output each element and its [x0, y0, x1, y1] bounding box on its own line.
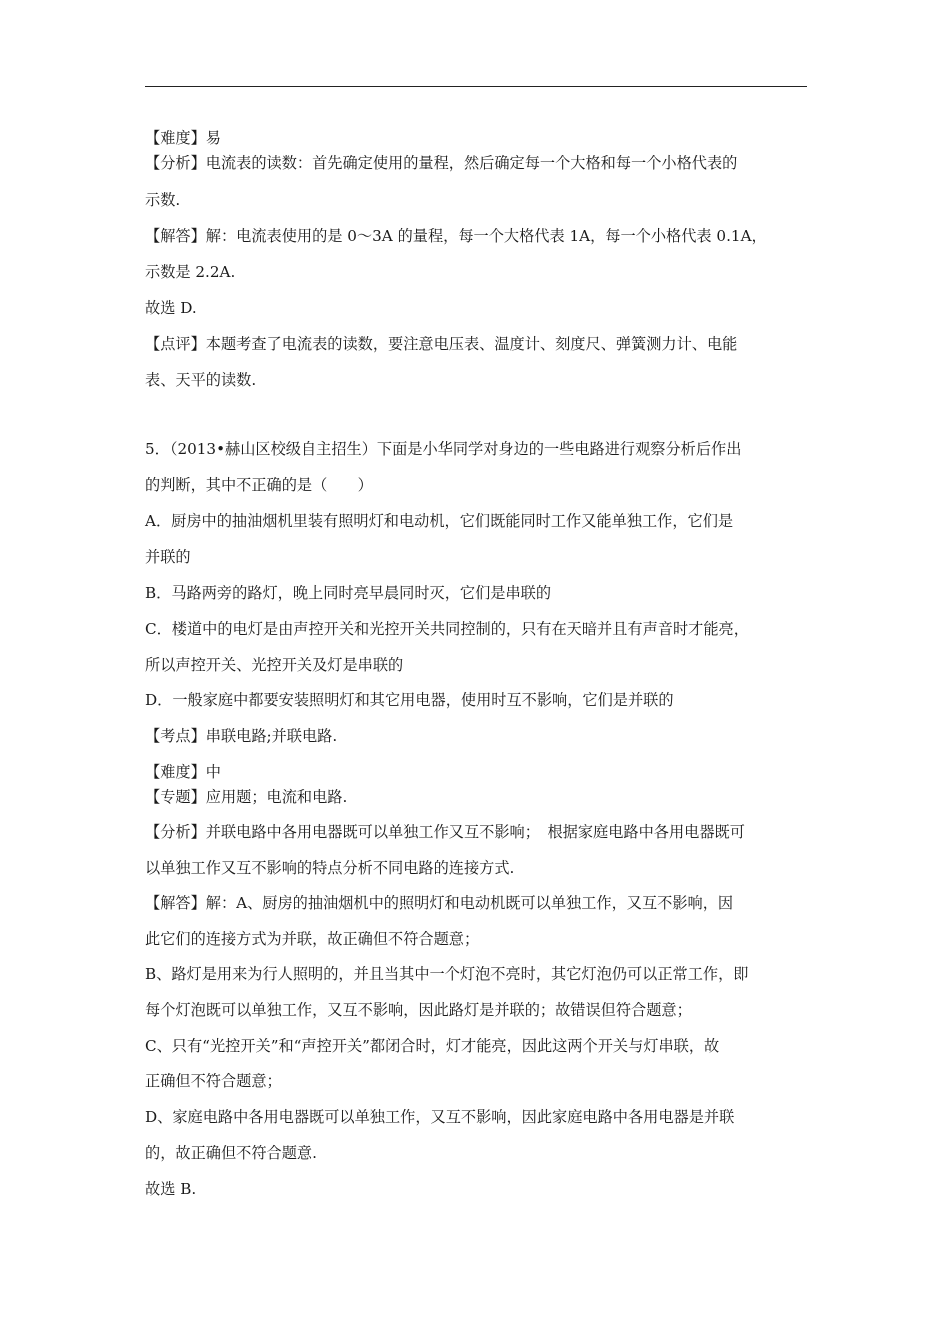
q5-point: 【考点】串联电路;并联电路. [145, 727, 338, 745]
q5-answer-line-5: C、只有“光控开关”和“声控开关”都闭合时，灯才能亮，因此这两个开关与灯串联，故 [145, 1037, 720, 1055]
q5-stem-line-1: 5．（2013•赫山区校级自主招生）下面是小华同学对身边的一些电路进行观察分析后作出 [145, 440, 742, 458]
q5-answer-line-8: 的，故正确但不符合题意. [145, 1144, 317, 1162]
q4-analysis-line-2: 示数. [145, 191, 181, 209]
q5-analysis-line-2: 以单独工作又互不影响的特点分析不同电路的连接方式. [145, 859, 515, 877]
q5-analysis-line-1: 【分析】并联电路中各用电器既可以单独工作又互不影响； 根据家庭电路中各用电器既可 [145, 823, 745, 841]
q5-option-c-line-2: 所以声控开关、光控开关及灯是串联的 [145, 656, 404, 674]
q4-difficulty: 【难度】易 [145, 129, 221, 147]
q5-choice: 故选 B. [145, 1180, 197, 1198]
q5-answer-line-3: B、路灯是用来为行人照明的，并且当其中一个灯泡不亮时，其它灯泡仍可以正常工作，即 [145, 965, 749, 983]
q5-topic: 【专题】应用题；电流和电路. [145, 788, 348, 806]
q4-answer-line-1: 【解答】解：电流表使用的是 0～3A 的量程，每一个大格代表 1A，每一个小格代表 0.1A， [145, 227, 767, 245]
q4-answer-line-2: 示数是 2.2A. [145, 263, 236, 281]
q4-comment-line-2: 表、天平的读数. [145, 371, 257, 389]
q4-choice: 故选 D. [145, 299, 197, 317]
q5-answer-line-6: 正确但不符合题意； [145, 1072, 282, 1090]
q4-comment-line-1: 【点评】本题考查了电流表的读数，要注意电压表、温度计、刻度尺、弹簧测力计、电能 [145, 335, 738, 353]
header-rule [145, 86, 807, 87]
q5-option-a-line-1: A．厨房中的抽油烟机里装有照明灯和电动机，它们既能同时工作又能单独工作，它们是 [145, 512, 734, 530]
q5-stem-line-2: 的判断，其中不正确的是（ ） [145, 476, 373, 494]
q5-option-a-line-2: 并联的 [145, 548, 191, 566]
q5-option-d: D．一般家庭中都要安装照明灯和其它用电器，使用时互不影响，它们是并联的 [145, 691, 674, 709]
q5-answer-line-2: 此它们的连接方式为并联，故正确但不符合题意； [145, 930, 480, 948]
q4-analysis-line-1: 【分析】电流表的读数：首先确定使用的量程，然后确定每一个大格和每一个小格代表的 [145, 154, 738, 172]
q5-difficulty: 【难度】中 [145, 763, 221, 781]
q5-option-b: B．马路两旁的路灯，晚上同时亮早晨同时灭，它们是串联的 [145, 584, 552, 602]
q5-answer-line-1: 【解答】解：A、厨房的抽油烟机中的照明灯和电动机既可以单独工作，又互不影响，因 [145, 894, 734, 912]
q5-option-c-line-1: C．楼道中的电灯是由声控开关和光控开关共同控制的，只有在天暗并且有声音时才能亮， [145, 620, 749, 638]
q5-answer-line-4: 每个灯泡既可以单独工作，又互不影响，因此路灯是并联的；故错误但符合题意； [145, 1001, 692, 1019]
q5-answer-line-7: D、家庭电路中各用电器既可以单独工作，又互不影响，因此家庭电路中各用电器是并联 [145, 1108, 735, 1126]
